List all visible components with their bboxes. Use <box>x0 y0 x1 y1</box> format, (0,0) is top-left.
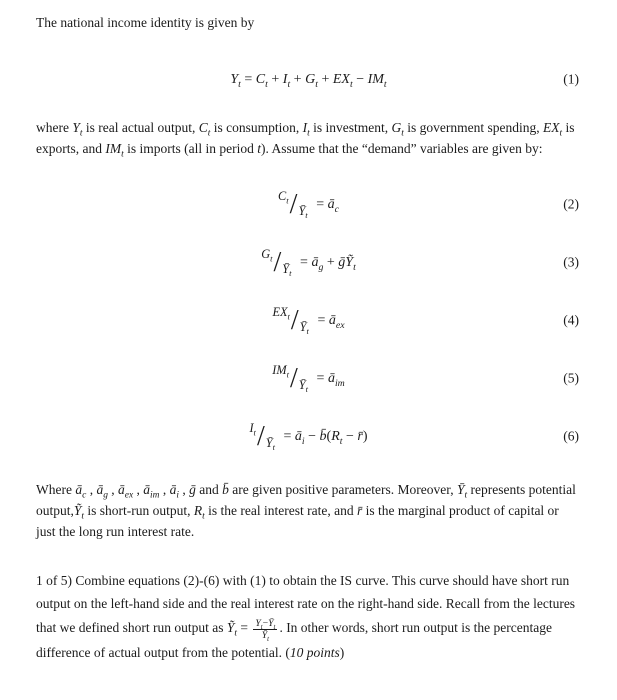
equation-1-number: (1) <box>563 71 579 87</box>
equation-5 <box>36 356 581 402</box>
equation-4-fraction <box>272 305 309 337</box>
question-part-2: . In other words, short run output is the percentage difference of actual output from the potential. (10 points) <box>36 619 552 661</box>
fraction-slash: / <box>290 305 299 337</box>
equation-3-formula <box>261 247 356 279</box>
fraction-slash: / <box>289 189 298 221</box>
equation-2-rhs: = $ā_c$ <box>316 197 339 216</box>
equation-2-formula <box>278 189 339 221</box>
question-text <box>36 569 581 665</box>
variables-description: where $Y_t$ is real actual output, $C_t$ is consumption, $I_t$ is investment, $G_t$ is government spending, $EX_t$ is exports, and $IM_t$ is imports (all in period t). Assume that the “demand” variables are given by: <box>36 119 575 160</box>
fraction-numerator: $I_t$ <box>249 421 256 438</box>
inline-fraction <box>253 617 277 644</box>
equation-4 <box>36 298 581 344</box>
equation-2-fraction <box>278 189 308 221</box>
fraction-numerator: $IM_t$ <box>272 363 289 380</box>
equation-3 <box>36 240 581 286</box>
equation-5-formula <box>272 363 345 395</box>
fraction-slash: / <box>256 421 265 453</box>
inline-fraction-denominator: $Ȳ_t$ <box>261 630 270 644</box>
fraction-denominator: $Ȳ_t$ <box>299 319 309 337</box>
equation-6-number: (6) <box>563 428 579 444</box>
equation-3-rhs: = $ā_g$ + ḡỸ$_t$ <box>300 255 356 274</box>
fraction-numerator: $G_t$ <box>261 247 273 264</box>
equation-5-fraction <box>272 363 309 395</box>
equation-3-fraction <box>261 247 292 279</box>
fraction-denominator: $Ȳ_t$ <box>282 261 292 279</box>
parameters-description: Where $ā_c$ , $ā_g$ , $ā_{ex}$ , $ā_{im}$ , $ā_i$ , ḡ and b̄ are given positive parameters. Moreover, $Ȳ_t$ represents potential output,Ỹ$_t$ is short-run output, $R_t$ is the real interest rate, and r̄ is the marginal product of capital or just the long run interest rate. <box>36 481 576 539</box>
equation-5-number: (5) <box>563 370 579 386</box>
equation-6-rhs: = $ā_i$ − $b̄(R_t$ − r̄) <box>283 429 368 448</box>
equation-1 <box>36 68 581 92</box>
equation-6 <box>36 414 581 460</box>
equation-6-formula <box>249 421 368 453</box>
fraction-denominator: $Ȳ_t$ <box>298 203 308 221</box>
fraction-denominator: $Ȳ_t$ <box>265 435 275 453</box>
fraction-numerator: $EX_t$ <box>272 305 290 322</box>
equation-2-number: (2) <box>563 196 579 212</box>
equation-5-rhs: = $ā_{im}$ <box>316 371 345 390</box>
fraction-slash: / <box>290 363 298 395</box>
equation-3-number: (3) <box>563 254 579 270</box>
fraction-numerator: $C_t$ <box>278 189 289 206</box>
equation-4-formula <box>272 305 345 337</box>
inline-fraction-numerator: $Y_t-Ȳ_t$ <box>255 617 276 631</box>
question-part-1: 1 of 5) Combine equations (2)-(6) with (1) to obtain the IS curve. This curve should have short run output on the left-hand side and the real interest rate on the right-hand side. Recall from the lectures that we defined short run output as Ỹ$_t$ = <box>36 572 576 639</box>
intro-text: The national income identity is given by <box>36 15 255 30</box>
equation-2 <box>36 182 581 228</box>
equation-6-fraction <box>249 421 275 453</box>
equation-4-number: (4) <box>563 312 579 328</box>
fraction-slash: / <box>273 247 282 279</box>
equation-4-rhs: = $ā_{ex}$ <box>317 313 345 332</box>
equation-1-formula: $Y_t = C_t + I_t + G_t + EX_t - IM_t$ <box>230 72 387 90</box>
fraction-denominator: $Ȳ_t$ <box>298 377 309 395</box>
